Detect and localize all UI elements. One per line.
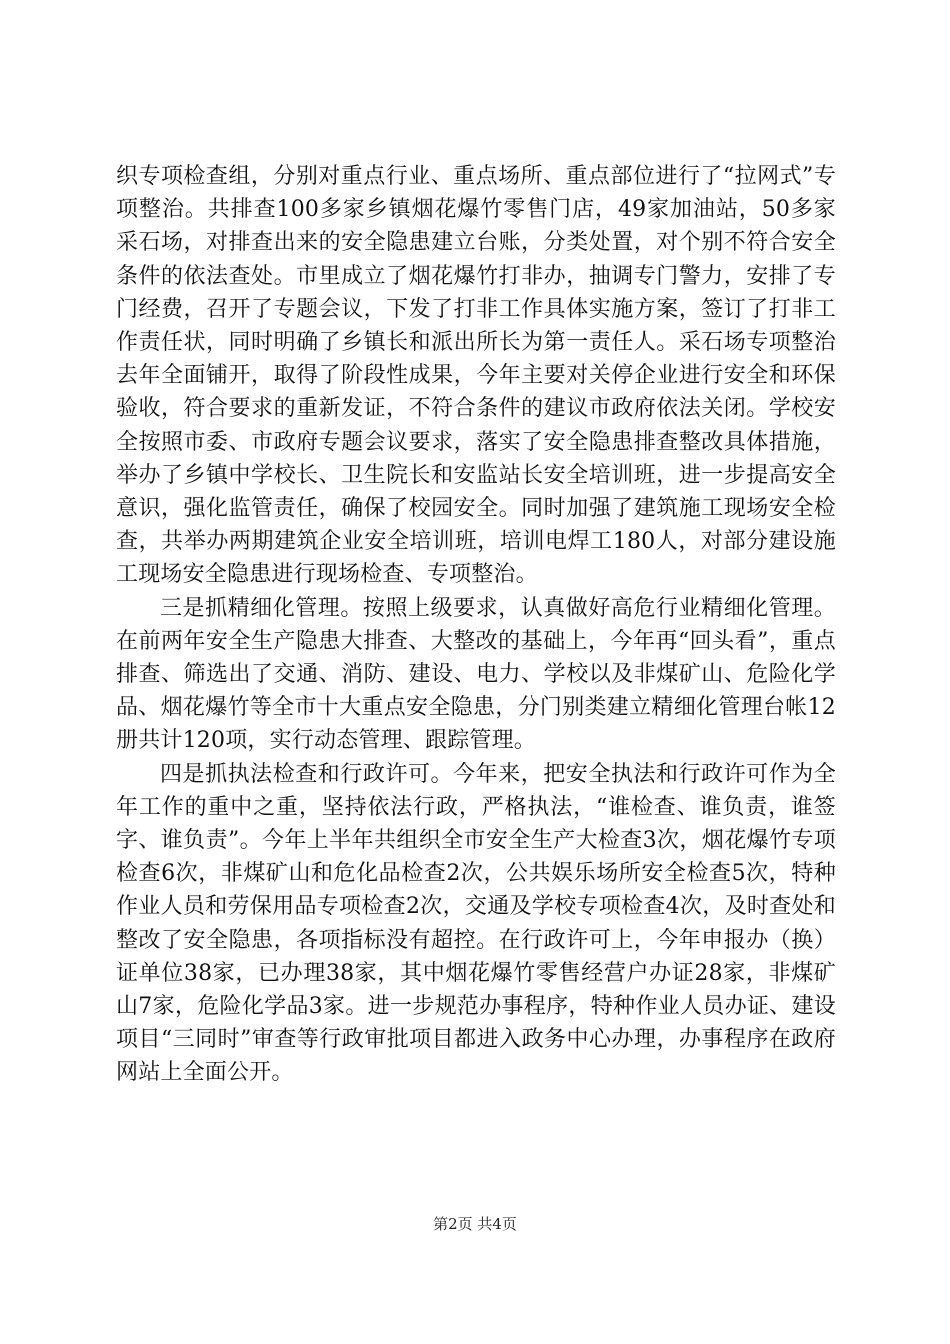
paragraph-1: 织专项检查组，分别对重点行业、重点场所、重点部位进行了“拉网式”专项整治。共排查100多家乡镇烟花爆竹零售门店，49家加油站，50多家采石场，对排查出来的安全隐患建立台账，分类处置，对个别不符合安全条件的依法查处。市里成立了烟花爆竹打非办，抽调专门警力，安排了专门经费，召开了专题会议，下发了打非工作具体实施方案，签订了打非工作责任状，同时明确了乡镇长和派出所长为第一责任人。采石场专项整治去年全面铺开，取得了阶段性成果，今年主要对关停企业进行安全和环保验收，符合要求的重新发证，不符合条件的建议市政府依法关闭。学校安全按照市委、市政府专题会议要求，落实了安全隐患排查整改具体措施，举办了乡镇中学校长、卫生院长和安监站长安全培训班，进一步提高安全意识，强化监管责任，确保了校园安全。同时加强了建筑施工现场安全检查，共举办两期建筑企业安全培训班，培训电焊工180人，对部分建设施工现场安全隐患进行现场检查、专项整治。 bbox=[116, 164, 836, 588]
document-body bbox=[116, 160, 836, 1090]
paragraph-3: 四是抓执法检查和行政许可。今年来，把安全执法和行政许可作为全年工作的重中之重，坚持依法行政，严格执法，“谁检查、谁负责，谁签字、谁负责”。今年上半年共组织全市安全生产大检查3次，烟花爆竹专项检查6次，非煤矿山和危化品检查2次，公共娱乐场所安全检查5次，特种作业人员和劳保用品专项检查2次，交通及学校专项检查4次，及时查处和整改了安全隐患，各项指标没有超控。在行政许可上，今年申报办（换）证单位38家，已办理38家，其中烟花爆竹零售经营户办证28家，非煤矿山7家，危险化学品3家。进一步规范办事程序，特种作业人员办证、建设项目“三同时”审查等行政审批项目都进入政务中心办理，办事程序在政府网站上全面公开。 bbox=[116, 761, 836, 1086]
paragraph-2: 三是抓精细化管理。按照上级要求，认真做好高危行业精细化管理。在前两年安全生产隐患大排查、大整改的基础上，今年再“回头看”，重点排查、筛选出了交通、消防、建设、电力、学校以及非煤矿山、危险化学品、烟花爆竹等全市十大重点安全隐患，分门别类建立精细化管理台帐12册共计120项，实行动态管理、跟踪管理。 bbox=[116, 595, 836, 754]
page-footer: 第2页 共4页 bbox=[433, 1215, 517, 1233]
